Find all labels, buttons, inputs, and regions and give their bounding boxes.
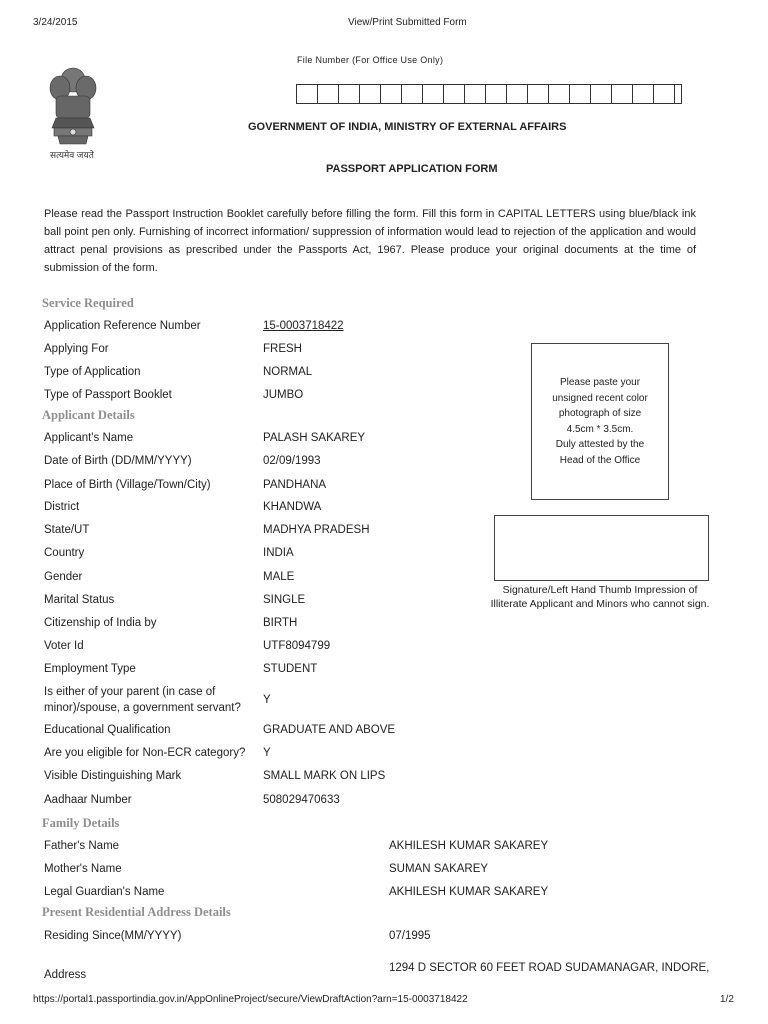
file-number-boxes[interactable] bbox=[296, 84, 682, 104]
field-label: Address bbox=[44, 969, 87, 981]
field-value: AKHILESH KUMAR SAKAREY bbox=[389, 886, 549, 898]
field-label: Marital Status bbox=[44, 594, 115, 606]
field-value: 1294 D SECTOR 60 FEET ROAD SUDAMANAGAR, INDORE, bbox=[389, 962, 710, 974]
field-value: 07/1995 bbox=[389, 930, 431, 942]
field-label: Country bbox=[44, 547, 85, 559]
field-label: Employment Type bbox=[44, 663, 136, 675]
instructions-paragraph: Please read the Passport Instruction Booklet carefully before filling the form. Fill this form in CAPITAL LETTERS using blue/black ink ball point pen only. Furnishing of incorrect information/ suppression of information would lead to rejection of the application and would attract penal provisions as prescribed under the Passports Act, 1967. Please produce your original documents at the time of submission of the form. bbox=[44, 208, 696, 274]
field-label: Mother's Name bbox=[44, 863, 122, 875]
field-label: State/UT bbox=[44, 524, 90, 536]
page-url: https://portal1.passportindia.gov.in/AppOnlineProject/secure/ViewDraftAction?arn=15-0003718422 bbox=[33, 994, 468, 1005]
applicant-name: PALASH SAKAREY bbox=[263, 432, 366, 444]
form-title: PASSPORT APPLICATION FORM bbox=[326, 163, 498, 175]
field-label: Are you eligible for Non-ECR category? bbox=[44, 747, 246, 759]
photo-instruction-line: unsigned recent color bbox=[552, 392, 648, 404]
field-label: minor)/spouse, a government servant? bbox=[44, 702, 241, 714]
file-number-label: File Number (For Office Use Only) bbox=[297, 55, 444, 65]
photo-instruction-line: 4.5cm * 3.5cm. bbox=[566, 423, 634, 435]
photo-instruction-line: Head of the Office bbox=[559, 454, 641, 466]
emblem-motto: सत्यमेव जयते bbox=[50, 150, 94, 160]
section-applicant-details: Applicant Details bbox=[42, 408, 135, 422]
field-label: Place of Birth (Village/Town/City) bbox=[44, 479, 211, 491]
section-address-details: Present Residential Address Details bbox=[42, 905, 231, 919]
field-value: BIRTH bbox=[263, 617, 298, 629]
field-value: 02/09/1993 bbox=[263, 455, 321, 467]
field-label: Type of Passport Booklet bbox=[44, 389, 172, 401]
field-label: Residing Since(MM/YYYY) bbox=[44, 930, 182, 942]
field-value: SUMAN SAKAREY bbox=[389, 863, 489, 875]
field-label: Is either of your parent (in case of bbox=[44, 686, 216, 698]
field-value: Y bbox=[263, 747, 271, 759]
emblem-of-india-icon bbox=[42, 62, 104, 162]
field-label: Applying For bbox=[44, 343, 109, 355]
section-family-details: Family Details bbox=[42, 816, 120, 830]
field-label: Father's Name bbox=[44, 840, 120, 852]
application-reference-number: 15-0003718422 bbox=[263, 320, 344, 332]
signature-box bbox=[494, 515, 709, 581]
field-label: Aadhaar Number bbox=[44, 794, 132, 806]
field-label: Applicant's Name bbox=[44, 432, 134, 444]
print-date: 3/24/2015 bbox=[33, 17, 78, 28]
field-label: Legal Guardian's Name bbox=[44, 886, 165, 898]
page-number: 1/2 bbox=[720, 994, 734, 1005]
field-label: Voter Id bbox=[44, 640, 84, 652]
field-label: Date of Birth (DD/MM/YYYY) bbox=[44, 455, 192, 467]
org-heading: GOVERNMENT OF INDIA, MINISTRY OF EXTERNAL AFFAIRS bbox=[248, 121, 567, 133]
field-label: Educational Qualification bbox=[44, 724, 171, 736]
photo-box bbox=[531, 343, 669, 500]
field-value: SMALL MARK ON LIPS bbox=[263, 770, 386, 782]
photo-instruction-line: Please paste your bbox=[559, 377, 641, 388]
field-label: Application Reference Number bbox=[44, 320, 201, 332]
field-value: AKHILESH KUMAR SAKAREY bbox=[389, 840, 549, 852]
signature-caption: Signature/Left Hand Thumb Impression of Illiterate Applicant and Minors who cannot sign. bbox=[490, 584, 710, 610]
field-value: UTF8094799 bbox=[263, 640, 331, 652]
field-label: Visible Distinguishing Mark bbox=[44, 770, 182, 782]
field-value: KHANDWA bbox=[263, 501, 322, 513]
photo-instruction-line: Duly attested by the bbox=[555, 439, 645, 450]
field-value: INDIA bbox=[263, 547, 294, 559]
field-label: Type of Application bbox=[44, 366, 141, 378]
photo-instruction-line: photograph of size bbox=[558, 408, 642, 419]
field-label: Citizenship of India by bbox=[44, 617, 157, 629]
field-value: NORMAL bbox=[263, 366, 313, 378]
field-value: MALE bbox=[263, 571, 295, 583]
field-value: SINGLE bbox=[263, 594, 306, 606]
field-value: STUDENT bbox=[263, 663, 318, 675]
field-value: JUMBO bbox=[263, 389, 304, 401]
field-value: PANDHANA bbox=[263, 479, 327, 491]
field-value: FRESH bbox=[263, 343, 302, 355]
field-value: 508029470633 bbox=[263, 794, 340, 806]
field-value: MADHYA PRADESH bbox=[263, 524, 370, 536]
field-label: District bbox=[44, 501, 80, 513]
field-label: Gender bbox=[44, 571, 83, 583]
print-title: View/Print Submitted Form bbox=[348, 17, 467, 28]
field-value: GRADUATE AND ABOVE bbox=[263, 724, 396, 736]
section-service-required: Service Required bbox=[42, 296, 134, 310]
field-value: Y bbox=[263, 694, 271, 706]
